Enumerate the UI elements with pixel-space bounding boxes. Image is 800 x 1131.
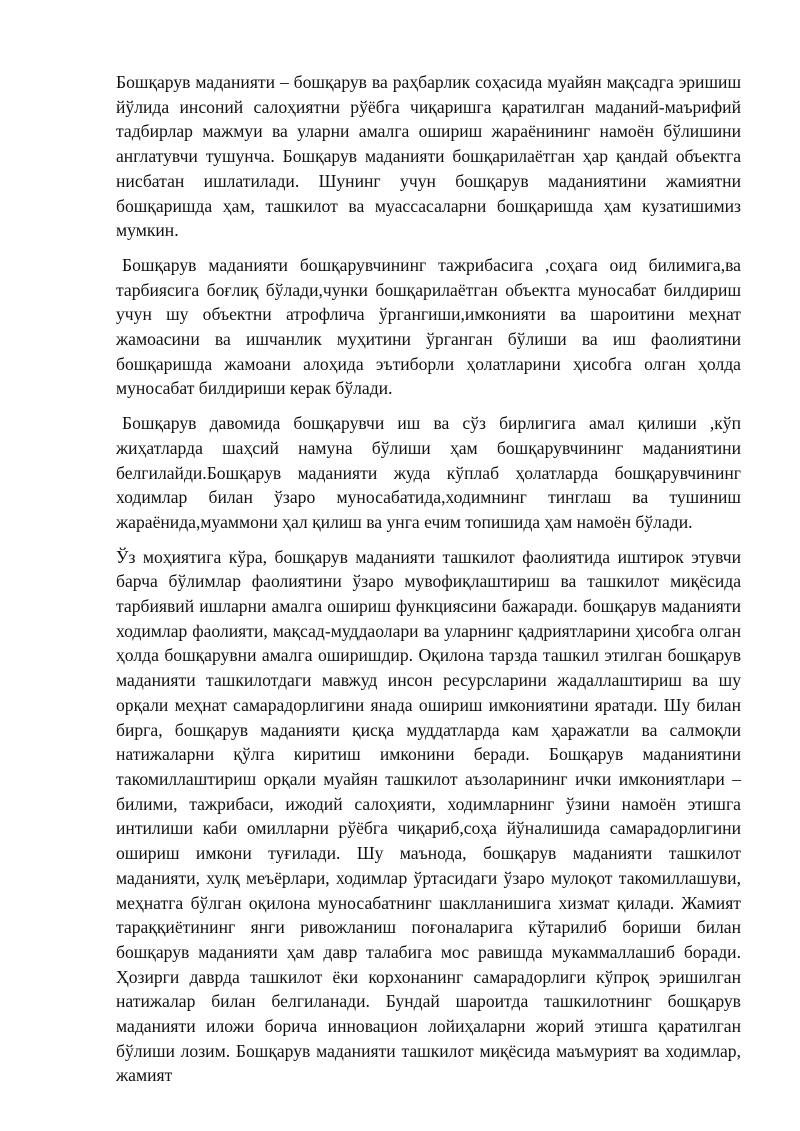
paragraph-manager-experience: Бошқарув маданияти бошқарувчининг тажрибасига ,соҳага оид билимига,ва тарбиясига боғлиқ бўлади,чунки бошқарилаётган объектга муносабат билдириш учун шу объектни атрофлича ўргангиши,имконияти ва шароитини меҳнат жамоасини ва ишчанлик муҳитини ўрганган бўлиши ва иш фаолиятини бошқаришда жамоани алоҳида эътиборли ҳолатларини ҳисобга олган ҳолда муносабат билдириши керак бўлади. bbox=[116, 254, 741, 399]
document-page bbox=[116, 70, 741, 1098]
paragraph-definition: Бошқарув маданияти – бошқарув ва раҳбарлик соҳасида муайян мақсадга эришиш йўлида инсоний салоҳиятни рўёбга чиқаришга қаратилган маданий-маърифий тадбирлар мажмуи ва уларни амалга ошириш жараёнининг намоён бўлишини англатувчи тушунча. Бошқарув маданияти бошқарилаётган ҳар қандай объектга нисбатан ишлатилади. Шунинг учун бошқарув маданиятини жамиятни бошқаришда ҳам, ташкилот ва муассасаларни бошқаришда ҳам кузатишимиз мумкин. bbox=[116, 72, 741, 241]
paragraph-personal-example: Бошқарув давомида бошқарувчи иш ва сўз бирлигига амал қилиши ,кўп жиҳатларда шаҳсий намуна бўлиши ҳам бошқарувчининг маданиятини белгилайди.Бошқарув маданияти жуда кўплаб ҳолатларда бошқарувчининг ходимлар билан ўзаро муносабатида,ходимнинг тинглаш ва тушиниш жараёнида,муаммони ҳал қилиш ва унга ечим топишида ҳам намоён бўлади. bbox=[116, 413, 741, 532]
paragraph-essence: Ўз моҳиятига кўра, бошқарув маданияти ташкилот фаолиятида иштирок этувчи барча бўлимлар фаолиятини ўзаро мувофиқлаштириш ва ташкилот миқёсида тарбиявий ишларни амалга ошириш функциясини бажаради. бошқарув маданияти ходимлар фаолияти, мақсад-муддаолари ва уларнинг қадриятларини ҳисобга олган ҳолда бошқарувни амалга оширишдир. Оқилона тарзда ташкил этилган бошқарув маданияти ташкилотдаги мавжуд инсон ресурсларини жадаллаштириш ва шу орқали меҳнат самарадорлигини янада ошириш имкониятини яратади. Шу билан бирга, бошқарув маданияти қисқа муддатларда кам ҳаражатли ва салмоқли натижаларни қўлга киритиш имконини беради. Бошқарув маданиятини такомиллаштириш орқали муайян ташкилот аъзоларининг ички имкониятлари – билими, тажрибаси, ижодий салоҳияти, ходимларнинг ўзини намоён этишга интилиши каби омилларни рўёбга чиқариб,соҳа йўналишида самарадорлигини ошириш имкони туғилади. Шу маънода, бошқарув маданияти ташкилот маданияти, хулқ меъёрлари, ходимлар ўртасидаги ўзаро мулоқот такомиллашуви, меҳнатга бўлган оқилона муносабатнинг шаклланишига хизмат қилади. Жамият тараққиётининг янги ривожланиш поғоналарига кўтарилиб бориши билан бошқарув маданияти ҳам давр талабига мос равишда мукаммаллашиб боради. Ҳозирги даврда ташкилот ёки корхонанинг самарадорлиги кўпроқ эришилган натижалар билан белгиланади. Бундай шароитда ташкилотнинг бошқарув маданияти иложи борича инновацион лойиҳаларни жорий этишга қаратилган бўлиши лозим. Бошқарув маданияти ташкилот миқёсида маъмурият ва ходимлар, жамият bbox=[116, 546, 741, 1086]
